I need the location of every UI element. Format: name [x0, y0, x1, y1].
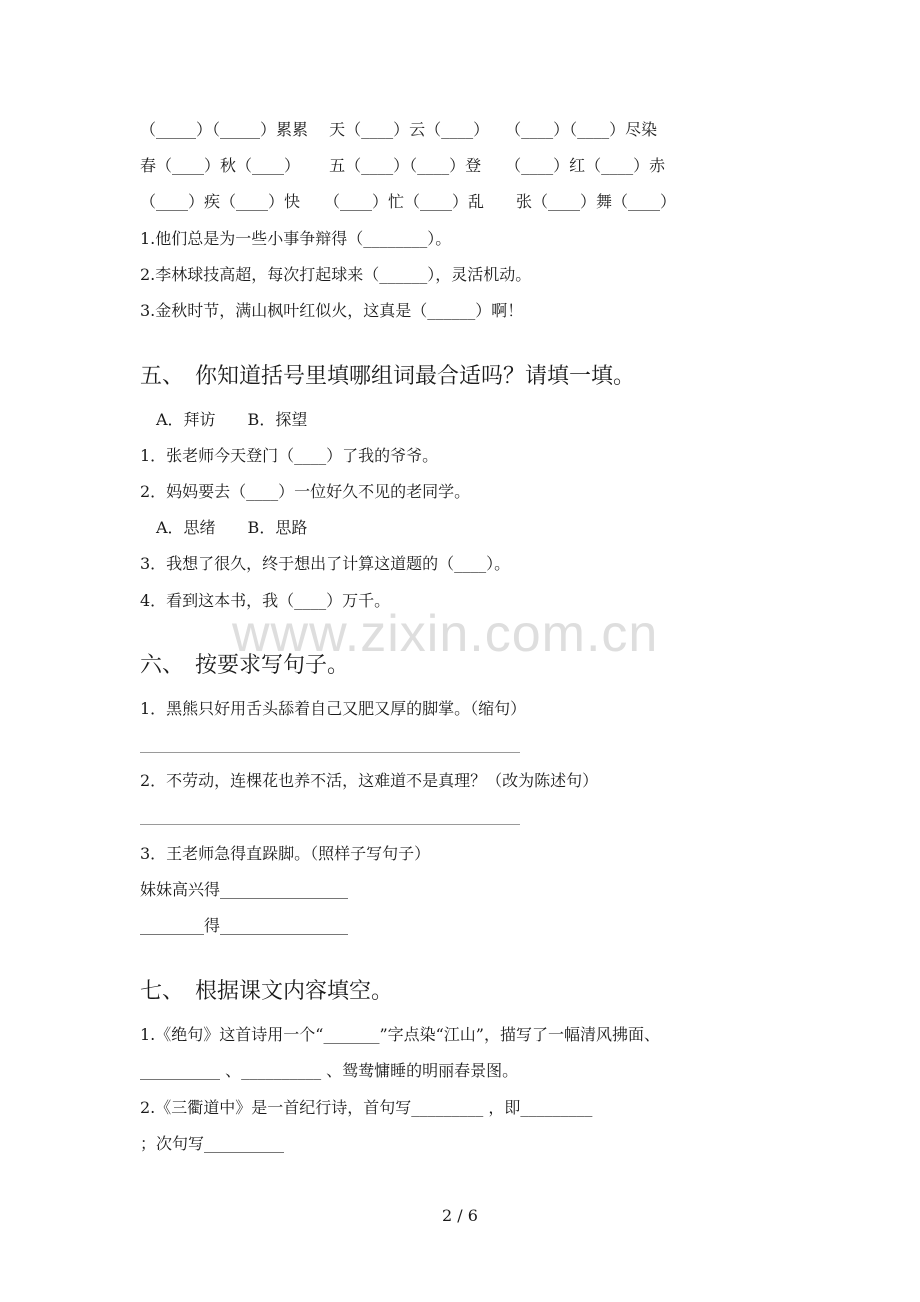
sec6-example-1: 妹妹高兴得________________	[140, 880, 349, 899]
sec7-question-1b: __________ 、__________ 、鸳鸯慵睡的明丽春景图。	[140, 1061, 519, 1080]
sec7-question-2a: 2.《三衢道中》是一首纪行诗，首句写_________ ，即_________	[140, 1098, 593, 1117]
sec4-question-1: 1.他们总是为一些小事争辩得（________）。	[140, 229, 452, 248]
idiom-row-3: （____）疾（____）快 （____）忙（____）乱 张（____）舞（____）	[140, 192, 677, 211]
page-number: 2 / 6	[442, 1206, 478, 1225]
sec5-question-4: 4．看到这本书，我（____）万千。	[140, 591, 391, 610]
sec7-question-2b: ；次句写__________	[140, 1134, 285, 1153]
sec4-question-2: 2.李林球技高超，每次打起球来（______），灵活机动。	[140, 265, 532, 284]
sec5-question-2: 2．妈妈要去（____）一位好久不见的老同学。	[140, 482, 471, 501]
sec6-example-2: ________得________________	[140, 916, 349, 935]
idiom-row-2: 春（____）秋（____） 五（____）（____）登 （____）红（____）赤	[140, 156, 666, 175]
sec5-options-2: A．思绪 B．思路	[140, 518, 308, 537]
sec7-question-1a: 1.《绝句》这首诗用一个“_______”字点染“江山”，描写了一幅清风拂面、	[140, 1025, 660, 1044]
sec4-question-3: 3.金秋时节，满山枫叶红似火，这真是（______）啊！	[140, 301, 524, 320]
sec6-question-2: 2．不劳动，连棵花也养不活，这难道不是真理？（改为陈述句）	[140, 771, 599, 790]
sec6-question-3: 3．王老师急得直跺脚。（照样子写句子）	[140, 844, 431, 863]
section-5-heading: 五、 你知道括号里填哪组词最合适吗？请填一填。	[140, 364, 636, 389]
section-7-heading: 七、 根据课文内容填空。	[140, 979, 394, 1004]
sec6-question-1: 1．黑熊只好用舌头舔着自己又肥又厚的脚掌。（缩句）	[140, 699, 527, 718]
idiom-row-1: （_____）（_____）累累 天（____）云（____） （____）（____）尽染	[140, 120, 658, 139]
answer-line-1	[140, 752, 520, 753]
sec5-question-1: 1．张老师今天登门（____）了我的爷爷。	[140, 446, 439, 465]
watermark: www.zixin.com.cn	[232, 605, 659, 663]
answer-line-2	[140, 824, 520, 825]
sec5-question-3: 3．我想了很久，终于想出了计算这道题的（____）。	[140, 554, 511, 573]
section-6-heading: 六、 按要求写句子。	[140, 653, 350, 678]
sec5-options-1: A．拜访 B．探望	[140, 410, 308, 429]
